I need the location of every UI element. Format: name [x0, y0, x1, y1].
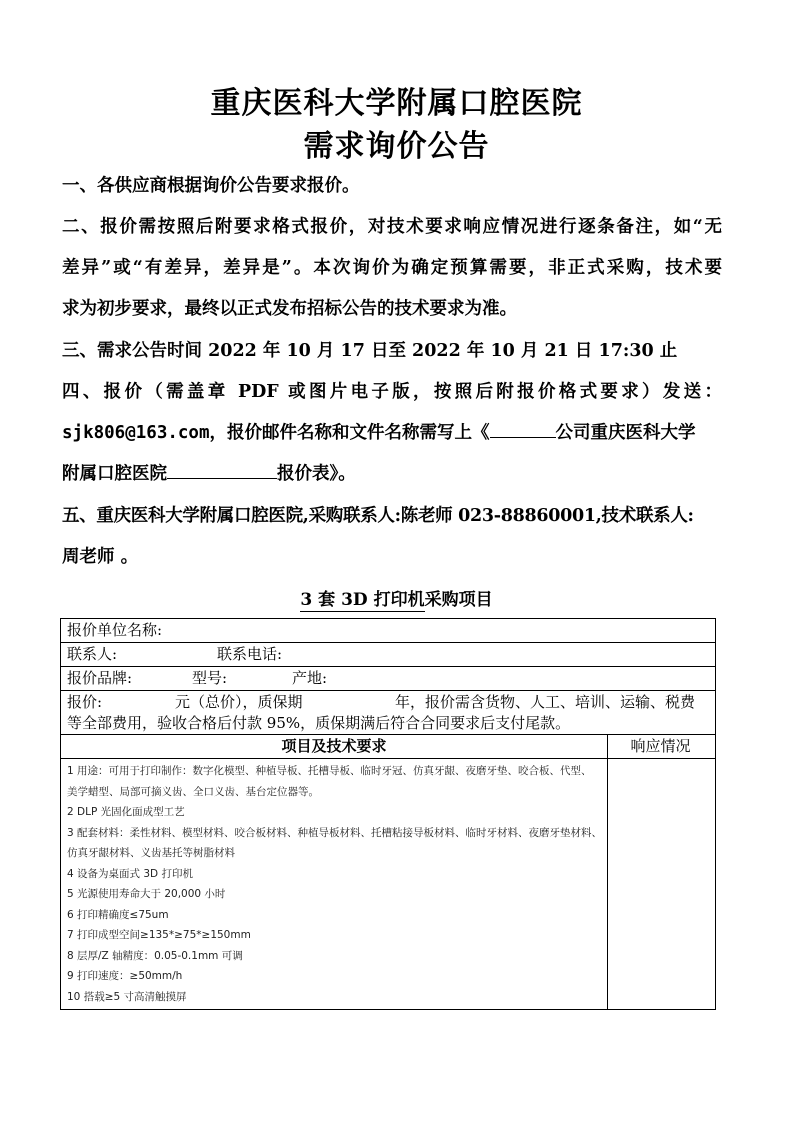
company-blank [490, 421, 556, 438]
unit-label: 报价单位名称: [67, 621, 163, 639]
document-subtitle: 需求询价公告 [303, 129, 490, 164]
table-title-underlined: 3 套 3D 打印机 [300, 590, 425, 610]
header-response: 响应情况 [630, 737, 691, 755]
paragraph-4-line-3-end: 报价表》。 [277, 464, 356, 484]
row-price [60, 690, 716, 734]
paragraph-4-text-end: 公司重庆医科大学 [555, 423, 696, 443]
paragraph-4-line-3 [62, 460, 722, 485]
phone-label: 联系电话: [217, 645, 283, 663]
email-address: sjk806@163.com [62, 423, 210, 443]
spec-item: 9 打印速度：≥50mm/h [67, 970, 183, 982]
paragraph-4-line-2 [62, 419, 722, 444]
row-contact [60, 642, 716, 666]
paragraph-2-line-2: 差异”或“有差异，差异是”。本次询价为确定预算需要，非正式采购，技术要 [62, 258, 722, 278]
spec-item: 3 配套材料：柔性材料、模型材料、咬合板材料、种植导板材料、托槽粘接导板材料、临时牙材料、夜磨牙垫材料、 [67, 826, 603, 839]
spec-item: 10 搭载≥5 寸高清触摸屏 [67, 990, 187, 1003]
origin-label: 产地: [292, 669, 328, 687]
header-items: 项目及技术要求 [281, 737, 387, 755]
spec-item: 2 DLP 光固化面成型工艺 [67, 806, 185, 818]
price-label: 报价: [67, 693, 103, 711]
spec-item: 1 用途：可用于打印制作：数字化模型、种植导板、托槽导板、临时牙冠、仿真牙龈、夜磨牙垫、咬合板、代型、 [67, 765, 592, 777]
column-divider [607, 735, 608, 1009]
table-top-border [60, 618, 716, 619]
spec-item: 4 设备为桌面式 3D 打印机 [67, 867, 193, 880]
spec-block [60, 758, 716, 1010]
spec-item: 7 打印成型空间≥135*≥75*≥150mm [67, 929, 251, 941]
document-title: 重庆医科大学附属口腔医院 [210, 86, 583, 121]
project-blank [167, 462, 277, 479]
paragraph-2-line-1: 二、报价需按照后附要求格式报价，对技术要求响应情况进行逐条备注，如“无 [62, 217, 722, 237]
spec-item: 8 层厚/Z 轴精度：0.05-0.1mm 可调 [67, 949, 243, 962]
spec-item: 5 光源使用寿命大于 20,000 小时 [67, 888, 226, 900]
paragraph-4-line-3-start: 附属口腔医院 [62, 464, 167, 484]
paragraph-3: 三、需求公告时间 2022 年 10 月 17 日至 2022 年 10 月 21 日 17:30 止 [62, 341, 678, 361]
table-header [60, 734, 716, 758]
paragraph-4-text: ，报价邮件名称和文件名称需写上《 [209, 423, 490, 443]
row-unit [60, 618, 716, 642]
paragraph-2-line-3: 求为初步要求，最终以正式发布招标公告的技术要求为准。 [62, 299, 517, 319]
table-title-rest: 采购项目 [424, 590, 493, 610]
model-label: 型号: [192, 669, 228, 687]
spec-item: 美学蜡型、局部可摘义齿、全口义齿、基台定位器等。 [67, 785, 319, 798]
contact-label: 联系人: [67, 645, 118, 663]
spec-item: 仿真牙龈材料、义齿基托等树脂材料 [67, 847, 235, 859]
paragraph-4-line-1: 四、报价（需盖章 PDF 或图片电子版，按照后附报价格式要求）发送： [62, 382, 722, 402]
row-brand [60, 666, 716, 690]
paragraph-5-line-2: 周老师 。 [62, 547, 139, 567]
brand-label: 报价品牌: [67, 669, 133, 687]
table-title [0, 585, 793, 610]
price-includes: 年，报价需含货物、人工、培训、运输、税费 [395, 693, 696, 711]
price-line-1 [67, 692, 715, 713]
paragraph-5-line-1: 五、重庆医科大学附属口腔医院,采购联系人:陈老师 023-88860001,技术联系人: [62, 506, 694, 526]
spec-item: 6 打印精确度≤75um [67, 908, 169, 921]
spec-list [67, 761, 603, 1007]
price-total: 元（总价），质保期 [175, 693, 303, 711]
paragraph-1: 一、各供应商根据询价公告要求报价。 [62, 176, 360, 196]
price-line-2: 等全部费用，验收合格后付款 95%，质保期满后符合合同要求后支付尾款。 [67, 714, 571, 732]
